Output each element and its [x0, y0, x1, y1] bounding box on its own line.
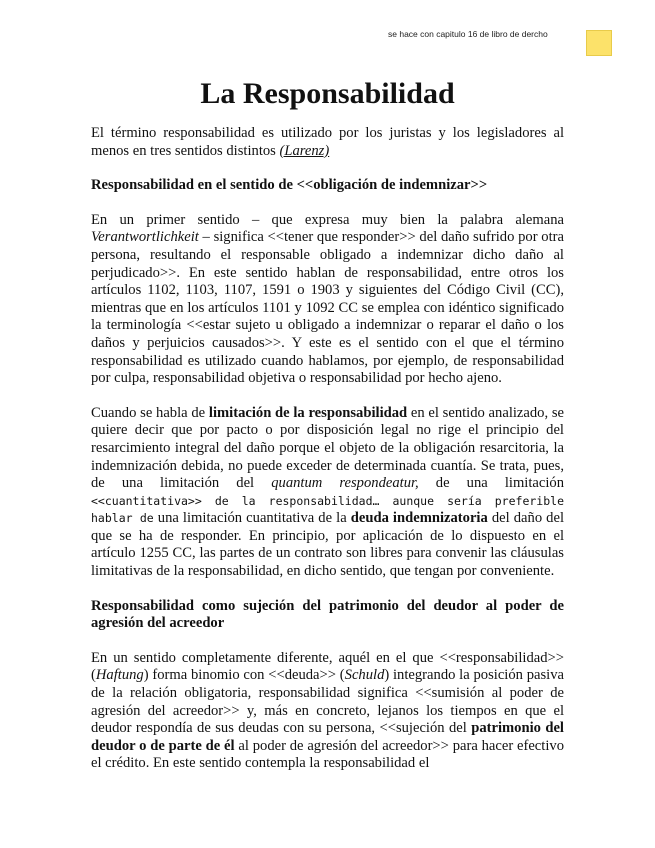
paragraph-limitacion: Cuando se habla de limitación de la responsabilidad en el sentido analizado, se quiere decir que por pacto o por disposición legal no rige el principio del resarcimiento integral del daño porque el objeto de la obligación resarcitoria, la indemnización debida, no puede exceder de determinada cuantía. Se trata, pues, de una limitación del quantum respondeatur, de una limitación <<cuantitativa>> de la responsabilidad… aunque sería preferible hablar de una limitación cuantitativa de la deuda indemnizatoria del daño del que se ha de responder. En principio, por aplicación de lo dispuesto en el artículo 1255 CC, las partes de un contrato son libres para convenir las cláusulas limitativas de la responsabilidad, en dicho sentido, que tengan por conveniente.	[91, 404, 565, 580]
document-body	[91, 125, 564, 790]
sticky-note-icon[interactable]	[586, 30, 612, 56]
citation-link[interactable]: (Larenz)	[279, 142, 330, 159]
intro-paragraph: El término responsabilidad es utilizado por los juristas y los legisladores al menos en tres sentidos distintos (Larenz)	[91, 125, 564, 159]
document-title: La Responsabilidad	[200, 77, 455, 110]
header-note: se hace con capitulo 16 de libro de dercho	[388, 29, 548, 39]
section-heading-indemnizar: Responsabilidad en el sentido de <<obligación de indemnizar>>	[91, 177, 488, 194]
section-heading-patrimonio: Responsabilidad como sujeción del patrimonio del deudor al poder de agresión del acreedor	[91, 597, 564, 632]
paragraph-primer-sentido: En un primer sentido – que expresa muy bien la palabra alemana Verantwortlichkeit – significa <<tener que responder>> del daño sufrido por otra persona, resultando el responsable obligado a indemnizar dicho daño al perjudicado>>. En este sentido hablan de responsabilidad, entre otros los artículos 1102, 1103, 1107, 1591 o 1903 y siguientes del Código Civil (CC), mientras que en los artículos 1101 y 1092 CC se emplea con idéntico significado la terminología <<estar sujeto u obligado a indemnizar o reparar el daño o los daños y perjuicios causados>>. Y este es el sentido con el que el término responsabilidad es utilizado cuando hablamos, por ejemplo, de responsabilidad por culpa, responsabilidad objetiva o responsabilidad por hecho ajeno.	[91, 211, 564, 387]
paragraph-haftung: En un sentido completamente diferente, aquél en el que <<responsabilidad>> (Haftung) forma binomio con <<deuda>> (Schuld) integrando la posición pasiva de la relación obligatoria, responsabilidad significa <<sumisión al poder de agresión del acreedor>> y, más en concreto, lejanos los tiempos en que el deudor respondía de sus deudas con su persona, <<sujeción del patrimonio del deudor o de parte de él al poder de agresión del acreedor>> para hacer efectivo el crédito. En este sentido contempla la responsabilidad el	[91, 649, 564, 772]
